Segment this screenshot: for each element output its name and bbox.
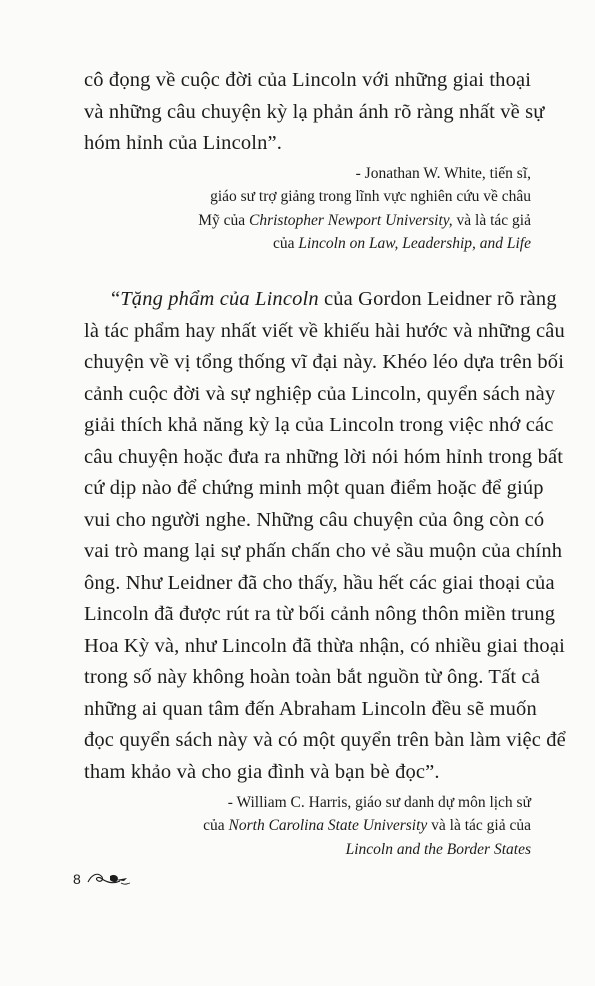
attribution-2-affiliation xyxy=(203,815,531,837)
attribution-2-name: - William C. Harris, giáo sư danh dự môn lịch sử xyxy=(227,794,531,811)
page-number: 8 xyxy=(73,871,81,887)
quote-2-line: Lincoln đã được rút ra từ bối cảnh nông thôn miền trung xyxy=(84,603,556,625)
quote-2-first-line xyxy=(111,286,557,312)
text-prefix: Mỹ của xyxy=(198,212,249,229)
attribution-2-book xyxy=(346,839,531,861)
university-name: North Carolina State University xyxy=(228,817,428,834)
quote-2-line: là tác phẩm hay nhất viết về khiếu hài hước và những câu xyxy=(84,320,565,342)
quote-2-line: vui cho người nghe. Những câu chuyện của ông còn có xyxy=(84,509,545,531)
open-quote: “ xyxy=(111,288,121,310)
attribution-1-role: giáo sư trợ giảng trong lĩnh vực nghiên cứu về châu xyxy=(210,188,531,205)
text-suffix: của Gordon Leidner rõ ràng xyxy=(318,288,557,310)
book-title: Tặng phẩm của Lincoln xyxy=(120,288,319,310)
book-title: Lincoln on Law, Leadership, and Life xyxy=(298,235,531,252)
attribution-1-book xyxy=(273,233,531,255)
attribution-1-name: - Jonathan W. White, tiến sĩ, xyxy=(355,165,531,182)
quote-2-line: câu chuyện hoặc đưa ra những lời nói hóm hỉnh trong bất xyxy=(84,446,564,468)
quote-2-line: ông. Như Leidner đã cho thấy, hầu hết các giai thoại của xyxy=(84,572,555,594)
quote-2-line: trong số này không hoàn toàn bắt nguồn từ ông. Tất cả xyxy=(84,666,540,688)
quote-2-line: vai trò mang lại sự phấn chấn cho vẻ sầu muộn của chính xyxy=(84,540,563,562)
quote-2-line: Hoa Kỳ và, như Lincoln đã thừa nhận, có nhiều giai thoại xyxy=(84,635,565,657)
quote-2-line: giải thích khả năng kỳ lạ của Lincoln trong việc nhớ các xyxy=(84,414,554,436)
attribution-1-affiliation xyxy=(198,210,531,232)
text-suffix: và là tác giả của xyxy=(427,817,531,834)
quote-2-line: tham khảo và cho gia đình và bạn bè đọc”. xyxy=(84,761,440,783)
quill-flourish-icon xyxy=(86,868,132,890)
quote-2-line: cảnh cuộc đời và sự nghiệp của Lincoln, quyển sách này xyxy=(84,383,556,405)
quote-2-line: đọc quyển sách này và có một quyển trên bàn làm việc để xyxy=(84,729,566,751)
text-prefix: của xyxy=(272,235,299,252)
quote-1-line: cô đọng về cuộc đời của Lincoln với những giai thoại xyxy=(84,69,532,91)
quote-2-line: cứ dịp nào để chứng minh một quan điểm hoặc để giúp xyxy=(84,477,544,499)
quote-2-line: những ai quan tâm đến Abraham Lincoln đều sẽ muốn xyxy=(84,698,537,720)
quote-1-line: và những câu chuyện kỳ lạ phản ánh rõ ràng nhất về sự xyxy=(84,101,545,123)
text-prefix: của xyxy=(203,817,229,834)
university-name: Christopher Newport University, xyxy=(249,212,453,229)
quote-2-line: chuyện về vị tổng thống vĩ đại này. Khéo léo dựa trên bối xyxy=(84,351,565,373)
quote-1-line: hóm hỉnh của Lincoln”. xyxy=(84,132,282,154)
text-suffix: và là tác giả xyxy=(452,212,531,229)
book-title: Lincoln and the Border States xyxy=(345,841,531,858)
